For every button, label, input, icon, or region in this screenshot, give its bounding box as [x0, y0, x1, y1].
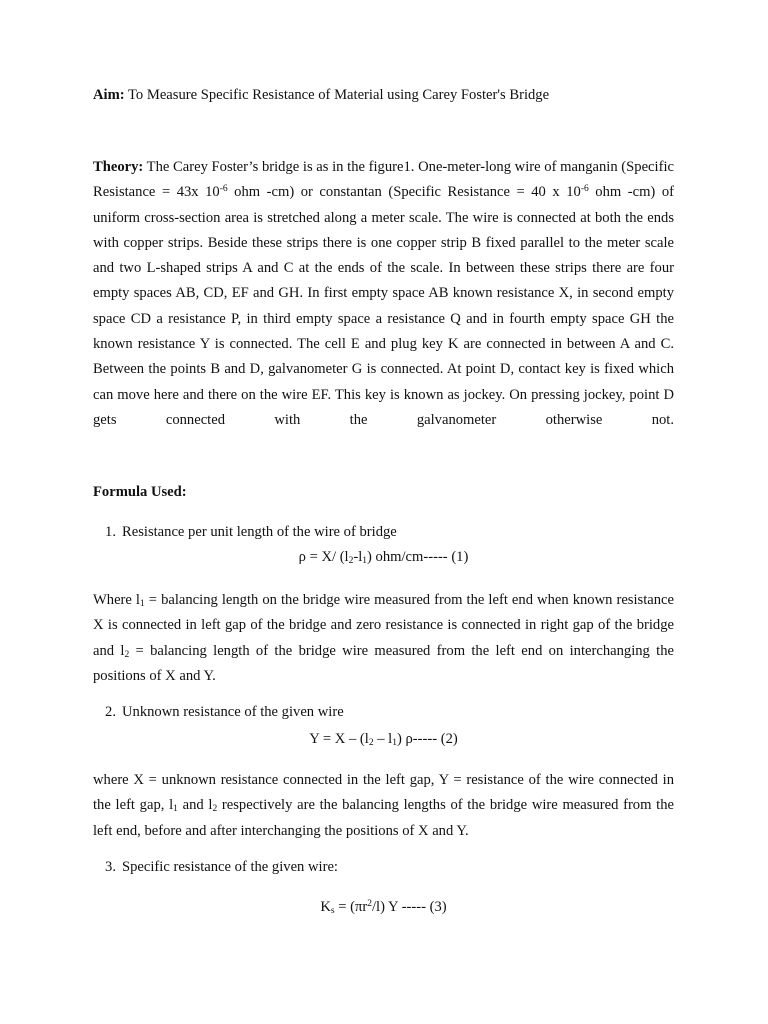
desc-1-part-b: = balancing length on the bridge wire measured from the left end when known resistance X is connected in left gap of the bridge and zero resistance is connected in right gap of the bridge and l: [93, 592, 674, 659]
list-text-2: Unknown resistance of the given wire: [122, 704, 344, 720]
formula-3-part-c: /l) Y ----- (3): [371, 899, 447, 915]
formula-1-sub-1: 2: [348, 556, 354, 566]
theory-text-3: ohm -cm) of uniform cross-section area is stretched along a meter scale. The wire is connected at both the ends with copper strips. Beside these strips there is one copper strip B fixed parallel to the meter scale and two L-shaped strips A and C at the ends of the scale. In between these strips there are four empty spaces AB, CD, EF and GH. In first empty space AB known resistance X, in second empty space CD a resistance P, in third empty space a resistance Q and in fourth empty space GH the known resistance Y is connected. The cell E and plug key K are connected in between A and C. Between the points B and D, galvanometer G is connected. At point D, contact key is fixed which can move here and there on the wire EF. This key is known as jockey. On pressing jockey, point D gets connected with the galvanometer otherwise not.: [93, 184, 674, 428]
list-number-2: 2.: [105, 704, 116, 720]
formula-2-sub-1: 2: [368, 738, 374, 748]
formula-heading: Formula Used:: [93, 484, 187, 500]
theory-paragraph: [93, 155, 674, 433]
desc-2-part-c: respectively are the balancing lengths of the bridge wire measured from the left end, before and after interchanging the positions of X and Y.: [93, 797, 674, 839]
desc-1-sub-2: 2: [124, 649, 130, 660]
formula-1-description: [93, 588, 674, 689]
formula-2-part-b: – l: [373, 731, 393, 747]
list-item-3: [70, 859, 338, 876]
formula-3-part-b: = (πr: [334, 899, 368, 915]
formula-3-exponent: 2: [367, 899, 372, 909]
list-item-2: [70, 704, 344, 721]
theory-exponent-1: -6: [219, 184, 228, 195]
formula-3-part-a: K: [320, 899, 331, 915]
desc-1-part-a: Where l: [93, 592, 140, 608]
list-text-3: Specific resistance of the given wire:: [122, 859, 338, 875]
theory-label: Theory:: [93, 159, 144, 175]
formula-1-sub-2: 1: [362, 556, 368, 566]
desc-1-part-c: = balancing length of the bridge wire measured from the left end on interchanging the positions of X and Y.: [93, 642, 674, 684]
formula-2-description: [93, 768, 674, 844]
formula-2: [93, 731, 674, 748]
formula-2-part-a: Y = X – (l: [309, 731, 369, 747]
desc-2-sub-2: 2: [212, 804, 218, 815]
formula-1-part-c: ) ohm/cm----- (1): [367, 549, 469, 565]
formula-2-sub-2: 1: [392, 738, 397, 748]
formula-3: [93, 899, 674, 916]
formula-1-part-a: ρ = X/ (l: [298, 549, 349, 565]
aim-label: Aim:: [93, 87, 125, 103]
desc-1-sub-1: 1: [140, 599, 145, 609]
desc-2-part-a: where X = unknown resistance connected in the left gap, Y = resistance of the wire connected in the left gap, l: [93, 772, 674, 814]
formula-1-part-b: -l: [353, 549, 363, 565]
theory-text-2: ohm -cm) or constantan (Specific Resistance = 40 x 10: [227, 184, 581, 201]
desc-2-part-b: and l: [177, 797, 213, 814]
formula-3-sub-1: s: [330, 906, 335, 916]
theory-exponent-2: -6: [580, 184, 589, 195]
theory-text-1: The Carey Foster’s bridge is as in the figure1. One-meter-long wire of manganin (Specific Resistance = 43x 10: [93, 159, 674, 201]
desc-2-sub-1: 1: [173, 804, 178, 815]
list-number-3: 3.: [105, 859, 116, 875]
formula-1: [93, 549, 674, 566]
formula-2-part-c: ) ρ----- (2): [396, 731, 458, 747]
list-item-1: [70, 524, 397, 541]
aim-text: To Measure Specific Resistance of Material using Carey Foster's Bridge: [124, 87, 550, 103]
list-number-1: 1.: [105, 524, 116, 540]
list-text-1: Resistance per unit length of the wire of bridge: [122, 524, 397, 540]
aim-line: [93, 87, 549, 104]
